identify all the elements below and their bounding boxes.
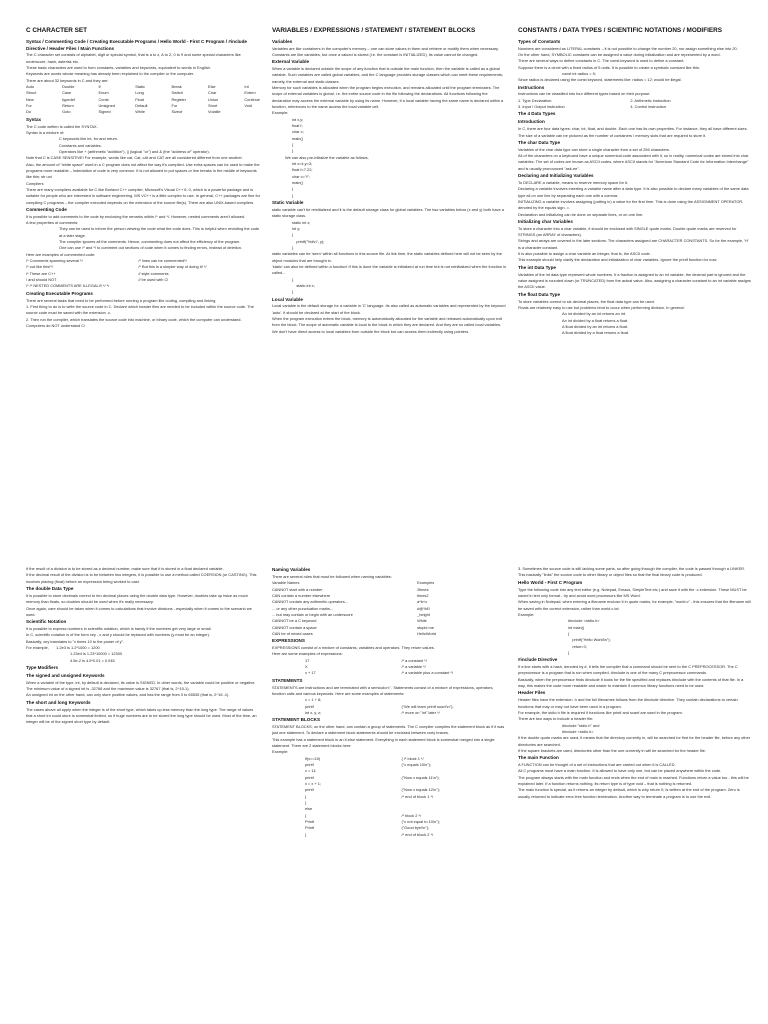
naming-table [272, 580, 506, 637]
list-item: A float divided by a float returns a float. [562, 330, 630, 336]
statement-row: int x, y, z; /* more on "int" later */ [305, 709, 440, 715]
column-data-types-continued [26, 566, 260, 726]
column-character-set [26, 27, 260, 329]
heading-int-type: The int Data Type [518, 264, 556, 270]
paragraph: Instructions can be classified into four different types based on their purpose: [518, 91, 651, 97]
paragraph: Basically, when the preprocessor finds #include it looks for the file specified and replaces #include with the contents of that file. In a way, this makes the code more readable and easier to maintain if common library functions need to be used. [518, 676, 744, 689]
paragraph: It is possible to store decimals correct to ten decimal places using the double data type. However, doubles take up twice as much memory than floats, so doubles should be used when it's really necessary. [26, 592, 248, 605]
list-item: 3. Input / Output instruction 4. Control instruction [518, 104, 666, 110]
paragraph: If the result of a division is to be stored as a decimal number, make sure that it is stored in a float declared variable. [26, 566, 224, 571]
keyword-cell: For [171, 103, 178, 109]
keyword-cell: Short [208, 103, 218, 109]
heading-instructions: Instructions [518, 84, 545, 90]
keyword-cell: Struct [26, 90, 37, 96]
list-item: Operators like + (arithmetic "addition"), || (logical "or") and & (the "address of" operator). [59, 148, 210, 154]
keyword-cell: typedef [62, 96, 75, 102]
code-line: static int x; [292, 219, 311, 225]
list-item: An int divided by a float returns a float. [562, 317, 629, 323]
naming-row: ... but may contain or begin with an underscore _height [272, 611, 430, 617]
code-line: } [292, 244, 294, 250]
paragraph: Strings and arrays are covered in the later sections. The characters assigned are CHARACTER CONSTANTS. So for the example, 'H' is a character constant. [518, 238, 749, 250]
paragraph: For example, the stdio.h file is required if functions like printf and scanf are used in the program. [518, 709, 683, 715]
keyword-cell: While [135, 109, 145, 115]
paragraph: Example: [518, 611, 535, 617]
list-item: One can use /* and */ to comment out sections of code when it comes to finding errors, instead of deletion. [59, 245, 242, 251]
heading-type-modifiers: Type Modifiers [26, 665, 59, 671]
naming-row: CANNOT contain a space stupid me [272, 624, 434, 630]
paragraph: Keywords are words whose meaning has already been explained to the compiler or the computer. [26, 71, 195, 77]
naming-row: Variable Names Examples [272, 580, 435, 586]
code-line: char c; [292, 129, 304, 135]
keyword-cell: Volatile [208, 109, 221, 115]
paragraph: To store a character into a char variable, it should be enclosed with SINGLE quote marks. Double quote marks are reserved for STRINGS (an ARRAY of characters). [518, 225, 737, 238]
code-line: #include <stdio.h> [562, 728, 594, 734]
keyword-cell: Default [135, 103, 148, 109]
list-item: An int divided by an int returns an int. [562, 311, 627, 317]
code-line: { [292, 142, 294, 148]
naming-row: ... or any other punctuation marks... #@%£! [272, 605, 430, 611]
code-line: static int x; [292, 282, 315, 288]
paragraph: All of the characters on a keyboard have a unique numerical code associated with it, so in reality, numerical codes are stored into char variables. The set of codes are known as ASCII codes, where ASCII stands for "American Standard Code for Information Interchange" and is usually pronounced "ask-ee". [518, 153, 749, 171]
list-item: C keywords like int, for and return. [59, 136, 119, 142]
paragraph: This example has a statement block in an if-else statement. Everything in each statement block is somewhat merged into a single statement. There are 2 statement blocks here: [272, 736, 495, 749]
paragraph: The C code written is called the SYNTAX. [26, 123, 98, 129]
column-hello-world [518, 566, 752, 800]
code-line: } [292, 192, 294, 198]
paragraph: There are two ways to include a header file: [518, 716, 594, 722]
heading-executable-programs: Creating Executable Programs [26, 290, 93, 296]
keyword-cell: Long [135, 90, 144, 96]
section-title: CONSTANTS / DATA TYPES / SCIENTIFIC NOTATIONS / MODIFIERS [518, 27, 723, 34]
paragraph: Type the following code into any text editor (e.g. Notepad, Emacs, SimpleText etc.) and save it with the .c extension. These MUST be saved in text only format - try and avoid word processors like MS Word. [518, 586, 747, 598]
code-block [272, 277, 506, 296]
paragraph: It is possible to express numbers in scientific notation, which is handy if the numbers get very large or small. [26, 626, 212, 632]
list-item: Constants and variables. [59, 142, 102, 148]
heading-naming-variables: Naming Variables [272, 567, 311, 572]
code-line: / and should NOT // be used with C! [26, 277, 169, 283]
paragraph: It is also possible to assign a char variable an integer, that is, the ASCII code. [518, 251, 651, 257]
paragraph: This example should help clarify the declaration and initialization of char variables. Ignore the printf function for now. [518, 257, 718, 263]
keyword-cell: Switch [171, 90, 183, 96]
paragraph: EXPRESSIONS consist of a mixture of constants, variables and operators. They return values. [272, 645, 435, 651]
heading-init-char: Initializing char Variables [518, 218, 573, 224]
paragraph: In C, there are four data types: char, int, float, and double. Each one has its own properties. For instance, they all have different sizes. The size of a variable can be pictured as the number of containers / memory slots that are required to store it. [518, 126, 748, 138]
heading-introduction: Introduction [518, 119, 545, 125]
statement-examples [272, 697, 506, 716]
keyword-cell: Extern [244, 90, 256, 96]
paragraph: Syntax is a mixture of: [26, 129, 65, 135]
heading-statements: STATEMENTS [272, 677, 303, 683]
keyword-cell: Sizeof [171, 109, 183, 115]
paragraph: Example: [272, 749, 289, 755]
heading-local-variable: Local Variable [272, 296, 303, 302]
expression-examples [272, 658, 506, 677]
section-title: VARIABLES / EXPRESSIONS / STATEMENT / STATEMENT BLOCKS [272, 27, 476, 34]
code-line: char c='Y'; [292, 173, 311, 179]
keyword-cell: Float [135, 96, 144, 102]
keyword-cell: Goto [62, 109, 71, 115]
keyword-cell: Do [26, 109, 31, 115]
code-line: main() [292, 135, 304, 141]
code-line: int x=4,y=3; [292, 161, 313, 167]
code-line: printf ("Now x equals 11\n"); [305, 774, 440, 780]
paragraph: static variables can be 'seen' within all functions in this source file. At link time, the static variables defined here will not be seen by the object modules that are brought in. [272, 251, 502, 263]
code-line: /* /* NESTED COMMENTS ARE ILLEGALI!! */ */ [26, 283, 110, 289]
paragraph: The main function is special, as it returns an integer by default, which is why return 0; is written at the end of the program. Zero is usually returned to indicate error-free function termination. Another way to terminate a program is to use the exit. [518, 787, 740, 799]
paragraph: Compilers [26, 180, 44, 186]
code-line: #include "stdio.h" and [562, 722, 600, 728]
code-line: } /* end of block 1 */ [305, 793, 434, 799]
code-block [272, 220, 506, 252]
paragraph: 3. Sometimes the source code is still lacking some parts, so after going through the compiler, the code is passed through a LINKER. This basically "links" the source code to other library or object files so that the final binary code is produced. [518, 566, 746, 578]
paragraph: When a variable of the type, int, by default is declared, its value is SIGNED. In other words, the variable could be positive or negative. [26, 679, 256, 685]
paragraph: 'static' can also be defined within a function! If this is done the variable is initialized at run time but is not reinitialized when the function is called... [272, 263, 506, 276]
heading-main-function: The main Function [518, 755, 559, 761]
keyword-table [26, 84, 260, 116]
code-line: return 0; [568, 643, 587, 649]
column-constants [518, 27, 752, 337]
column-variables [272, 27, 506, 335]
heading-variables: Variables [272, 38, 293, 44]
paragraph: Constants are like variables, but once a valued is stored (i.e. the constant is INITIALIZED), its value cannot be changed. [272, 51, 479, 57]
code-line: int x,y; [292, 116, 304, 122]
code-line: printf ("Now x equals 12\n"); [305, 787, 440, 793]
paragraph: Note that C is CASE SENSITIVE! For example, words like cat, Cat, cAt and CAT are all considered different from one another. [26, 155, 243, 161]
code-line: x = 11; [305, 768, 317, 774]
example-line: For example, 1.2e3 is 1.2*1000 = 1200 [26, 645, 100, 651]
paragraph: It is possible to add comments to the code by enclosing the remarks within /* and */. However, nested comments aren't allowed. [26, 213, 246, 219]
heading-declaring-variables: Declaring and Initializing Variables [518, 173, 594, 179]
paragraph: The cases above all apply when the integer is of the short type, which takes up less memory than the long type. The range of values that a short int could store is somewhat limited, so if huge numbers are to be stored the long type should be used. Most of the time, an integer will be of the signed short type by default. [26, 706, 257, 725]
list-item: A float divided by an int returns a float. [562, 323, 628, 329]
code-line: { /* block 2 */ [305, 812, 422, 818]
list-item: 1. Type Declaration 2. Arithmetic instruction [518, 97, 671, 103]
code-line: printf ("x equals 10\n"); [305, 762, 432, 768]
heading-external-variable: External Variable [272, 59, 310, 65]
paragraph: If the decimal result of the division is to be between two integers, it is possible to use a method called COERSION (or CASTING). This involves placing (float) before an expression being worked to cast. [26, 572, 257, 584]
paragraph: 2. Then run the compiler, which translates the source code into machine, or binary code, which the computer can understand. Computers do NOT understand C! [26, 316, 242, 328]
code-line: printf("%d\n", y); [292, 238, 325, 244]
keyword-cell [244, 109, 260, 115]
naming-row: CAN be of mixed cases HelloWorld [272, 630, 437, 636]
paragraph: To store variables correct to six decimal places, the float data type can be used. [518, 298, 655, 304]
paragraph: Declaration and initializing can be done on separate lines, or on one line. [518, 211, 644, 217]
code-line: } [292, 289, 294, 295]
code-line: printf("Hello World\n"); [568, 637, 611, 643]
code-line: Printf ("Good bye!\n"); [305, 825, 430, 831]
statement-row: printf ("We will learn printf soon!\n"); [305, 703, 454, 709]
code-line: /* out like this!*/ /* But this is a simpler way of doing it! */ [26, 264, 207, 270]
heading-double-type: The double Data Type [26, 585, 74, 591]
keyword-cell: Const [98, 96, 109, 102]
expression-row: x + 17 /* a variable plus a constant */ [305, 670, 453, 676]
paragraph: Suppose there is a circle with a fixed radius of 5 units. It is possible to create a symbolic constant like this: [518, 64, 700, 70]
heading-types-of-constants: Types of Constants [518, 38, 561, 44]
heading-syntax: Syntax [26, 116, 42, 122]
paragraph: The C character set consists of alphabet, digit or special symbol, that is a to z, A to Z, 0 to 9 and some special characters like underscore, hash, asterisk etc. [26, 52, 241, 64]
paragraph: Header files have the extension .h and the full filenames follows from the #include directive. They contain declarations to certain functions that may or may not have been used in a program. [518, 697, 738, 709]
code-line: { [292, 232, 294, 238]
example-line: 1.23e4 is 1.23*10000 = 12300 [70, 651, 123, 657]
code-block [272, 117, 506, 155]
code-line: const int radius = 5; [562, 70, 596, 76]
keyword-cell: Double [62, 84, 75, 90]
list-item: They can be used to inform the person viewing the code what the code does. This is helpful when revisiting the code at a later stage. [59, 226, 260, 238]
paragraph: There are many compilers available for C like Borland C++ compiler, Microsoft's Visual C++ 6. 0, which is a powerful package and is suitable for people who are interested in software engineering. MS VC++ is a little complex to use. In general, C++ packages are fine for compiling C programs – the compiler executed depends on the extension of the source file(s). There are also UNIX-based compilers. [26, 186, 261, 205]
paragraph: All C programs must have a main function. It is allowed to have only one, but can be placed anywhere within the code. [518, 768, 722, 774]
paragraph: When saving in Notepad, when entering a filename enclose it in quote marks, for example, "world.c" - this ensures that the filename will be saved with the correct extension, rather than world.c.txt. [518, 599, 751, 611]
code-line: main() [292, 180, 304, 186]
paragraph: The program always starts with the main function and ends when the end of main is reached. Functions return a value too - this will be explained later. If a function returns nothing, its return type is of type void – that is nothing is returned. [518, 774, 749, 787]
section-title: C CHARACTER SET [26, 27, 88, 34]
paragraph: Once again, care should be taken when it comes to calculations that involve divisions - especially when it comes to the scenario we used. [26, 605, 252, 617]
keyword-cell: Union [208, 96, 219, 102]
paragraph: Local variable is the default storage for a variable in 'C' language. Its also called as automatic variables and represented by the keyword 'auto'. It should be declared at the start of the block. [272, 303, 506, 315]
paragraph: 1. First thing to do is to write the source code in C. Declare which header files are needed to be included within the source code. The source code must be saved with the extension .c. [26, 303, 254, 316]
paragraph: An unsigned int on the other hand, can only store positive values, and has the range from 0 to 65535 (that is, 2^16 -1). [26, 692, 230, 698]
paragraph: We can also pre-initialize the variable as follows, [285, 154, 369, 160]
paragraph: Declaring a variable involves inserting a variable name after a data type. It is also possible to declare many variables of the same data type all on one line by separating each one with a comma. [518, 186, 749, 198]
keyword-cell: Void [244, 103, 252, 109]
code-block [272, 161, 506, 199]
naming-row: CAN contain a number elsewhere times2 [272, 592, 429, 598]
paragraph: Example: [272, 110, 289, 116]
heading-expressions: EXPRESSIONS [272, 638, 305, 644]
code-line: int y; [292, 225, 301, 231]
code-line: Printf ("x not equal to 10\n"); [305, 819, 440, 825]
paragraph: In C, scientific notation is of the form xey - x and y should be replaced with numbers (y must be an integer). [26, 632, 211, 638]
paragraph: Memory for such variables is allocated when the program begins execution, and remains allocated until the program terminates. The scope of external variables is global, i.e. the entire source code in the file following the declarations. All functions following the declaration may access the external variable by using its name. However, if a local variable having the same name is declared within a function, references to the name access the local variable cell. [272, 85, 504, 110]
paragraph: When the program execution enters the block, memory is automatically allocated for the variable and released automatically upon exit from the block. The scope of automatic variable is local to the block in which they are declared. And they are so called local variables. We don't have direct access to local variables from outside the block but can access them indirectly using pointers. [272, 316, 503, 334]
keyword-cell: Case [62, 90, 72, 96]
paragraph: static variable can't be reinitialized and it is the default storage class for global variables. The two variables below (x and y) both have a static storage class. [272, 206, 504, 219]
paragraph: The minimum value of a signed int is -32768 and the maximum value is 32767 (that is, 2^15-1). [26, 686, 190, 692]
column-naming-expressions [272, 566, 506, 838]
code-line: } [292, 148, 294, 154]
code-line: } /* end of block 2 */ [305, 831, 434, 837]
code-line: /* Comments spanning several */ /* lines can be commented*/ [26, 258, 187, 264]
heading-scientific-notation: Scientific Notation [26, 619, 67, 625]
paragraph: On the other hand, SYMBOLIC constants can be assigned a value during initialization and are represented by a word. [518, 51, 721, 57]
paragraph: Floats are relatively easy to use but problems tend to occur when performing division. In general: [518, 304, 685, 310]
paragraph: Variables of the int data type represent whole numbers. If a fraction is assigned to an int variable, the decimal part is ignored and the value assigned is rounded down (or TRUNCATED) from the actual value. Also, assigning a character constant to an int variable assigns the ASCII value. [518, 271, 751, 290]
paragraph: Here are some examples of expressions: [272, 651, 343, 657]
code-line: { [292, 186, 294, 192]
code-line: float f=7.22; [292, 167, 313, 173]
heading-statement-blocks: STATEMENT BLOCKS [272, 717, 321, 723]
heading-float-type: The float Data Type [518, 291, 561, 297]
paragraph: If the square brackets are used, directories other than the one currently in will be searched for the header file. [518, 747, 706, 753]
keyword-cell: For [26, 103, 32, 109]
code-line: } [305, 800, 307, 806]
heading-include-directive: #include Directive [518, 657, 558, 663]
keyword-cell: Signed [98, 109, 111, 115]
paragraph: Basically, xey translates to "x times 10 to the power of y". [26, 638, 125, 644]
heading-commenting-code: Commenting Code [26, 206, 67, 212]
heading-static-variable: Static Variable [272, 200, 304, 206]
code-line: else [305, 806, 313, 812]
heading-four-data-types: The 4 Data Types [518, 111, 556, 117]
paragraph: There are several ways to define constants in C. The const keyword is used to define a constant. [518, 58, 685, 64]
code-line: { [292, 276, 294, 282]
paragraph: There are several tasks that need to be performed before running a program like coding, compiling and linking. [26, 297, 217, 303]
keyword-cell: Else [208, 84, 216, 90]
list-item: The compiler ignores all the comments. Hence, commenting does not affect the efficiency of the program. [59, 239, 241, 245]
paragraph: There are several rules that must be followed when naming variables: [272, 573, 392, 579]
code-line: /* These are C++ // style comments [26, 270, 169, 276]
keyword-cell: Enum [98, 90, 109, 96]
code-line: x = x + 1; [305, 781, 322, 787]
paragraph: Variables of the char data type can store a single character from a set of 256 characters. [518, 146, 670, 152]
paragraph: If the double quote marks are used, it means that the directory currently in, will be searched for first for the header file, before any other directories are searched. [518, 735, 751, 747]
code-line: int main() [568, 624, 585, 630]
heading-hello-world: Hello World - First C Program [518, 579, 583, 585]
keyword-cell: Break [171, 84, 182, 90]
paragraph: To DECLARE a variable, means to reserve memory space for it. [518, 179, 629, 185]
paragraph: Numbers are considered as LITERAL constants – it is not possible to change the number 20, nor assign something else into 20. [518, 45, 738, 51]
keyword-cell: Auto [26, 84, 35, 90]
keyword-cell: Unsigned [98, 103, 115, 109]
keyword-cell: Return [62, 103, 74, 109]
paragraph: Also, the amount of "white space" used in a C program does not affect the way it's compiled. Use extra spaces can be used to make the programs more readable – indentation of code is very common. It is not allowed to put spaces or line breaks in the middle of keywords like this: str uct [26, 161, 260, 180]
paragraph: INITIALIZING a variable involves assigning (putting in) a value for the first time. This is done using the ASSIGNMENT OPERATOR, denoted by the equals sign, =. [518, 198, 744, 211]
keyword-cell: Continue [244, 96, 260, 102]
keyword-row [26, 109, 260, 115]
paragraph: Here are examples of commented code: [26, 251, 96, 257]
paragraph: A FUNCTION can be thought of a set of instructions that are carried out when it is CALLED. [518, 762, 676, 768]
expression-row: 17 /* a constant */ [305, 657, 427, 663]
paragraph: If a line starts with a hash, denoted by #, it tells the compiler that a command should be sent to the C PREPROCESSOR. The C preprocessor is a program that is run when compiled. #include is one of the many C preprocessor commands. [518, 664, 738, 676]
paragraph: These basic characters are used to form constants, variables and keywords, equivalent to words in English. [26, 65, 211, 71]
paragraph: STATEMENTS are instructions and are terminated with a semicolon';'. Statements consist of a mixture of expressions, operators, function calls and various keywords. Here are some examples of statements: [272, 684, 494, 696]
keyword-cell: If [98, 84, 101, 90]
paragraph: When a variable is declared outside the scope of any function that is outside the main function, then the variable is called as a global variable. Such variables are called global variables, and the C language provides storage classes which can meet these requirements; namely, the external and static classes. [272, 66, 503, 84]
code-line: } [568, 649, 570, 655]
code-line: float f; [292, 123, 303, 129]
paragraph: Variables are like containers in the computer's memory – one can store values in them and retrieve or modify them when necessary. [272, 45, 499, 51]
paragraph: STATEMENT BLOCKS, on the other hand, can contain a group of statements. The C compiler compiles the statement block as if it was just one statement. To declare a statement block statements should be enclosed between curly braces. [272, 724, 505, 736]
keyword-cell: Char [208, 90, 217, 96]
keyword-cell: Int [244, 84, 249, 90]
naming-row: CANNOT be a C keyword While [272, 618, 427, 624]
code-line: #include <stdio.h> [568, 618, 600, 624]
section-subtitle: Syntax / Commenting Code / Creating Executable Programs / Hello World - First C Program / #include Directive / Header Files / Main Functions [26, 38, 247, 51]
code-block [518, 618, 752, 656]
heading-char-type: The char Data Type [518, 139, 561, 145]
statement-row: x = 1 + 8; [305, 697, 322, 703]
code-line: { [568, 630, 570, 636]
paragraph: A few properties of comments: [26, 220, 79, 226]
code-block [272, 756, 506, 838]
keyword-cell: Register [171, 96, 186, 102]
paragraph: There are about 32 keywords in C and they are: [26, 77, 109, 83]
expression-row: X /* a variable */ [305, 664, 426, 670]
keyword-cell: New [26, 96, 34, 102]
naming-row: CANNOT contain any arithmetic operators... a*b+c [272, 599, 428, 605]
keyword-cell: Static [135, 84, 145, 90]
heading-header-files: Header Files [518, 690, 546, 696]
example-line: 4.5e-2 is 4.5*0.01 = 0.045 [70, 657, 115, 663]
paragraph: Since radius is declared using the const keyword, statements like: radius = 12; would be illegal. [518, 77, 682, 83]
code-line: if(x==10) { /* block 1 */ [305, 755, 424, 761]
heading-short-long: The short and long Keywords [26, 699, 91, 705]
naming-row: CANNOT start with a number 2times [272, 586, 429, 592]
heading-signed-unsigned: The signed and unsigned Keywords [26, 672, 105, 678]
